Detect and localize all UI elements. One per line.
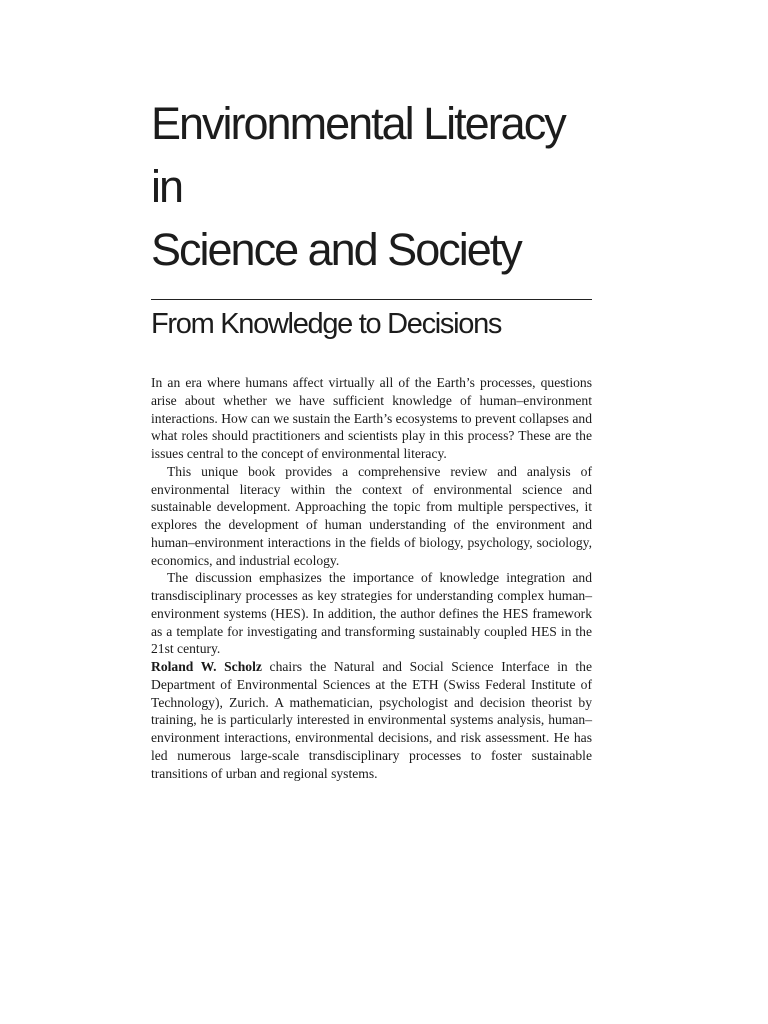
description-paragraph-3: The discussion emphasizes the importance of knowledge integration and transdisciplinary processes as key strategies for understanding complex human–environment systems (HES). In addition, the author defines the HES framework as a template for investigating and transforming sustainably coupled HES in the 21st century.	[151, 570, 592, 657]
book-description	[151, 374, 592, 782]
book-title-line-2: Science and Society	[151, 224, 521, 275]
author-bio-text: chairs the Natural and Social Science Interface in the Department of Environmental Sciences at the ETH (Swiss Federal Institute of Technology), Zurich. A mathematician, psychologist and decision theorist by training, he is particularly interested in environmental systems analysis, human–environment interactions, environmental decisions, and risk assessment. He has led numerous large-scale transdisciplinary processes to foster sustainable transitions of urban and regional systems.	[151, 659, 592, 781]
title-divider	[151, 299, 592, 300]
author-name: Roland W. Scholz	[151, 659, 262, 674]
author-bio	[151, 658, 592, 782]
book-subtitle: From Knowledge to Decisions	[151, 308, 502, 340]
cover-content	[151, 92, 592, 782]
book-title	[151, 92, 592, 281]
description-paragraph-2: This unique book provides a comprehensive review and analysis of environmental literacy within the context of environmental science and sustainable development. Approaching the topic from multiple perspectives, it explores the development of human understanding of the environment and human–environment interactions in the fields of biology, psychology, sociology, economics, and industrial ecology.	[151, 463, 592, 568]
description-paragraph-1: In an era where humans affect virtually all of the Earth’s processes, questions arise about whether we have sufficient knowledge of human–environment interactions. How can we sustain the Earth’s ecosystems to prevent collapses and what roles should practitioners and scientists play in this process? These are the issues central to the concept of environmental literacy.	[151, 375, 592, 461]
book-title-line-1: Environmental Literacy in	[151, 98, 565, 212]
